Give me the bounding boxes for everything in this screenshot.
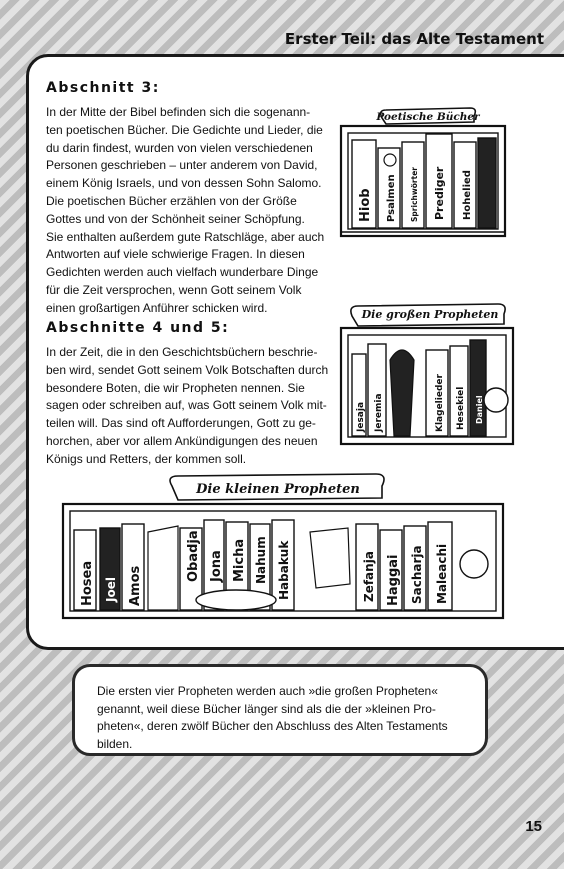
fish-icon [196,590,276,610]
book-spine: Habakuk [277,540,291,600]
book-spine: Jesaja [356,401,366,432]
info-line: pheten«, deren zwölf Bücher den Abschluss des Alten Testaments [97,719,448,733]
book-spine: Hosea [80,560,95,606]
book-spine: Psalmen [386,174,397,222]
book-spine: Joel [104,577,118,602]
book-spine: Prediger [433,166,446,220]
info-line: bilden. [97,736,133,751]
donkey-icon [310,528,350,588]
flame-icon [390,350,414,436]
text-line: Personen geschrieben – unter anderem von David, [46,158,318,173]
poetic-books-shelf [338,104,508,240]
section-heading-4-5: Abschnitte 4 und 5: [46,320,230,336]
info-box [72,664,488,756]
text-line: Antworten auf viele schwierige Fragen. In diesen [46,247,305,262]
text-line: einem König Israels, und von dessen Sohn Salomo. [46,176,322,191]
lyre-icon [384,154,396,166]
text-line: horchen, aber vor allem Ankündigungen des neuen [46,433,318,448]
shelf-title: Poetische Bücher [376,111,480,123]
book-spine: Jeremia [374,393,384,432]
book-spine: Zefanja [362,551,376,602]
section-heading-3: Abschnitt 3: [46,80,160,96]
book-spine: Sprichwörter [410,167,419,222]
text-line: Gottes und von der Schönheit seiner Schöpfung. [46,211,305,226]
shelf-title: Die großen Propheten [361,308,499,321]
book-spine: Micha [232,538,247,582]
text-line: ten poetischen Bücher. Die Gedichte und Lieder, die [46,122,323,137]
minor-prophets-shelf [60,472,506,622]
book-spine: Obadja [186,530,201,582]
text-line: Die poetischen Bücher erzählen von der Größe [46,193,297,208]
text-line: teilen will. Das sind oft Aufforderungen, Gott zu ge- [46,416,316,431]
chapter-title: Erster Teil: das Alte Testament [284,30,544,48]
book-spine: Jona [209,550,224,582]
harp-icon [148,526,178,610]
book-spine: Sacharja [410,545,424,604]
book-spine: Hohelied [462,170,473,220]
text-line: besondere Boten, die wir Propheten nennen. Sie [46,380,305,395]
book-spine: Amos [128,565,143,606]
page-number: 15 [525,818,542,835]
text-line: einen großartigen Anführer schicken wird. [46,300,268,315]
major-prophets-shelf [338,300,516,450]
text-line: In der Zeit, die in den Geschichtsbüchern beschrie- [46,345,318,359]
book-spine: Nahum [254,536,268,584]
book-spine: Daniel [475,395,484,424]
section-4-5-text [46,344,329,469]
text-line: Königs und Retters, der kommen soll. [46,451,247,466]
text-line: Gedichten werden auch vielfach wunderbare Dinge [46,265,319,280]
book-spine: Klagelieder [435,374,445,432]
book-spine: Haggai [386,554,401,606]
grapes-icon [460,550,488,578]
text-line: ben wird, sendet Gott seinem Volk Botschaften durch [46,362,329,377]
book-spine: Hiob [358,188,373,222]
section-3-text [46,104,326,318]
info-line: genannt, weil diese Bücher länger sind als die der »kleinen Pro- [97,701,436,716]
text-line: Sie enthalten außerdem gute Ratschläge, aber auch [46,229,325,244]
info-line: Die ersten vier Propheten werden auch »die großen Propheten« [97,684,438,698]
book-spine: Maleachi [435,543,449,604]
lion-icon [484,388,508,412]
book-spine: Hesekiel [456,386,466,430]
text-line: sagen oder schreiben auf, was Gott seinem Volk mit- [46,398,327,413]
shelf-title: Die kleinen Propheten [196,482,360,497]
text-line: für die Zeit versprochen, wenn Gott seinem Volk [46,282,302,297]
text-line: In der Mitte der Bibel befinden sich die sogenann- [46,105,311,119]
text-line: du darin findest, wurden von vielen verschiedenen [46,140,313,155]
